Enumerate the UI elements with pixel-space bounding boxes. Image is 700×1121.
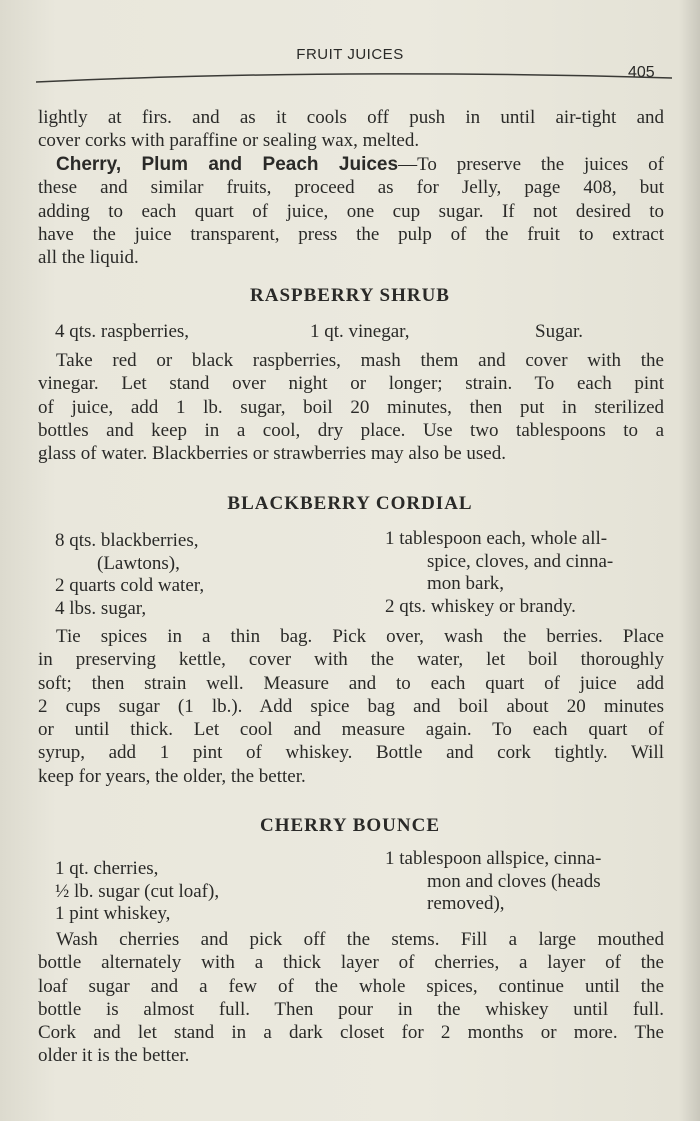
ingredient: 8 qts. blackberries, [55,530,199,551]
paragraph-line [38,153,664,176]
ingredient: mon and cloves (heads [427,870,601,892]
paragraph-line: 2 cups sugar (1 lb.). Add spice bag and boil about 20 minutes [38,695,664,717]
blackberry-cordial-directions [38,625,664,788]
ingredients-left [55,858,219,926]
paragraph-line: or until thick. Let cool and measure again. To each quart of [38,719,664,741]
ingredient: ½ lb. sugar (cut loaf), [55,880,220,902]
cherry-plum-peach-paragraph [38,153,664,269]
paragraph-line: lightly at firs. and as it cools off push in until air-tight and [38,107,664,128]
cherry-bounce-directions [38,928,664,1068]
paragraph-line: vinegar. Let stand over night or longer; strain. To each pint [38,373,664,395]
ingredients-right [385,528,613,618]
paragraph-line: Wash cherries and pick off the stems. Fill a large mouthed [56,929,664,950]
intro-paragraph [38,106,664,153]
line-text: —To preserve the juices of [398,154,664,175]
ingredient: 4 lbs. sugar, [55,597,147,619]
ingredients-right [385,848,601,916]
ingredient: 1 tablespoon allspice, cinna- [385,848,602,869]
ingredient: 1 pint whiskey, [55,903,171,924]
ingredient: removed), [427,893,505,914]
paragraph-line: Tie spices in a thin bag. Pick over, wash the berries. Place [56,626,664,647]
ingredient: 4 qts. raspberries, [55,321,190,342]
paragraph-line: cover corks with paraffine or sealing wax, melted. [38,130,420,152]
paragraph-line: Take red or black raspberries, mash them and cover with the [56,350,664,371]
paragraph-line: bottle is almost full. Then pour in the whiskey until full. [38,998,664,1020]
paragraph-line: syrup, add 1 pint of whiskey. Bottle and cork tightly. Will [38,742,664,764]
paragraph-lines [38,176,664,269]
page-number: 405 [628,64,655,81]
ingredients-left [55,530,204,620]
run-in-title: Cherry, Plum and Peach Juices [56,154,399,175]
paragraph-line: bottles and keep in a cool, dry place. Use two tablespoons to a [38,419,664,441]
paragraph-line: bottle alternately with a thick layer of cherries, a layer of the [38,952,664,974]
ingredient: 2 quarts cold water, [55,575,205,596]
paragraph-line: of juice, add 1 lb. sugar, boil 20 minutes, then put in sterilized [38,396,664,418]
paragraph-line: glass of water. Blackberries or strawberries may also be used. [38,443,506,465]
running-title: FRUIT JUICES [296,46,404,63]
header-rule [36,66,672,86]
ingredient: 1 tablespoon each, whole all- [385,528,608,549]
ingredient: 1 qt. vinegar, [310,321,410,342]
paragraph-line: adding to each quart of juice, one cup sugar. If not desired to [38,200,664,222]
paragraph-line: all the liquid. [38,247,139,269]
paragraph-line: older it is the better. [38,1045,190,1067]
ingredient: spice, cloves, and cinna- [427,550,614,572]
paragraph-line: Cork and let stand in a dark closet for 2 months or more. The [38,1022,664,1044]
ingredient: 1 qt. cherries, [55,858,159,879]
blackberry-cordial-heading: BLACKBERRY CORDIAL [227,493,473,514]
ingredient: 2 qts. whiskey or brandy. [385,595,576,617]
paragraph-line: have the juice transparent, press the pulp of the fruit to extract [38,223,664,245]
ingredient: (Lawtons), [97,552,180,574]
cherry-bounce-heading: CHERRY BOUNCE [259,815,440,836]
ingredient: Sugar. [535,321,584,342]
ingredient: mon bark, [427,573,505,594]
raspberry-shrub-directions [38,349,664,465]
raspberry-shrub-heading: RASPBERRY SHRUB [250,285,450,306]
paragraph-line: loaf sugar and a few of the whole spices, continue until the [38,975,664,997]
paragraph-line: soft; then strain well. Measure and to each quart of juice add [38,672,664,694]
paragraph-line: keep for years, the older, the better. [38,765,306,787]
paragraph-line: these and similar fruits, proceed as for Jelly, page 408, but [38,177,664,199]
paragraph-line: in preserving kettle, cover with the water, let boil thoroughly [38,649,664,671]
